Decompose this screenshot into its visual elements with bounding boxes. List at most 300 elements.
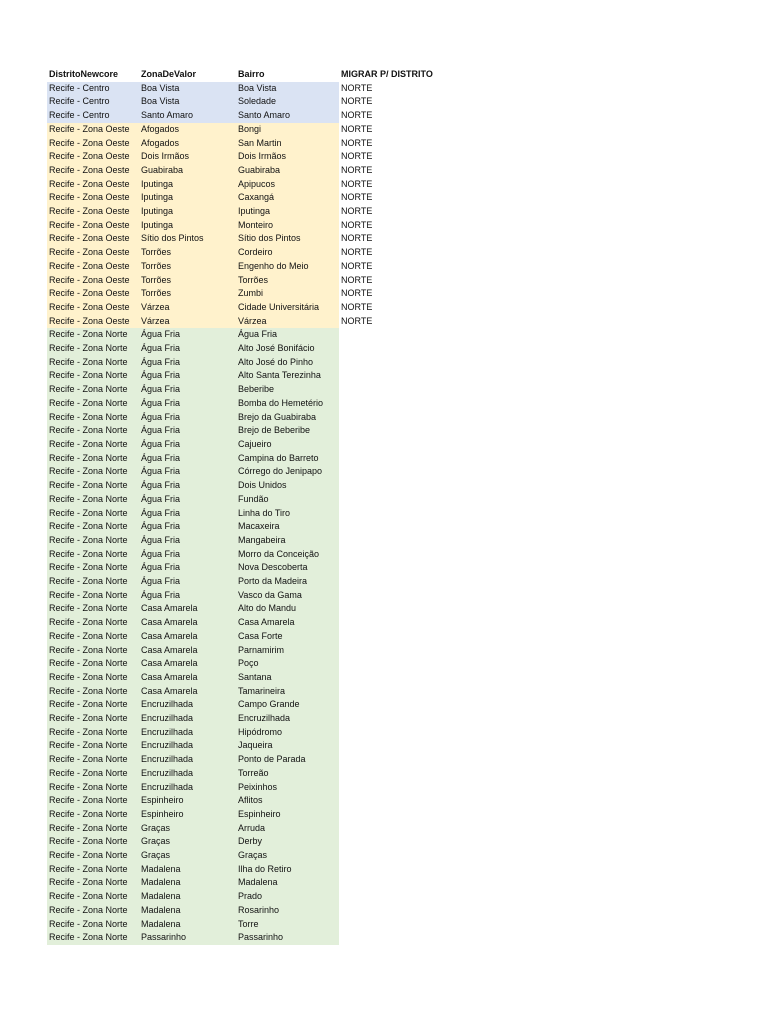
cell-bairro[interactable]: Ilha do Retiro — [236, 863, 339, 877]
cell-zona[interactable]: Água Fria — [139, 424, 236, 438]
cell-distrito[interactable]: Recife - Zona Norte — [47, 369, 139, 383]
cell-distrito[interactable]: Recife - Zona Norte — [47, 411, 139, 425]
cell-bairro[interactable]: Torrões — [236, 274, 339, 288]
table-row — [47, 753, 439, 767]
cell-migrar[interactable] — [339, 520, 439, 534]
cell-bairro[interactable]: Campo Grande — [236, 698, 339, 712]
cell-bairro[interactable]: Graças — [236, 849, 339, 863]
cell-distrito[interactable]: Recife - Centro — [47, 82, 139, 96]
cell-bairro[interactable]: Córrego do Jenipapo — [236, 465, 339, 479]
table-row — [47, 575, 439, 589]
cell-distrito[interactable]: Recife - Zona Norte — [47, 438, 139, 452]
cell-bairro[interactable]: Cordeiro — [236, 246, 339, 260]
cell-bairro[interactable]: Peixinhos — [236, 781, 339, 795]
table-row — [47, 616, 439, 630]
cell-zona[interactable]: Água Fria — [139, 493, 236, 507]
cell-migrar[interactable] — [339, 685, 439, 699]
cell-bairro[interactable]: Tamarineira — [236, 685, 339, 699]
table-row — [47, 726, 439, 740]
cell-zona[interactable]: Água Fria — [139, 479, 236, 493]
header-distrito[interactable]: DistritoNewcore — [49, 69, 119, 79]
cell-migrar[interactable]: NORTE — [341, 274, 373, 285]
cell-distrito[interactable]: Recife - Zona Norte — [47, 849, 139, 863]
table-row — [47, 342, 439, 356]
cell-zona[interactable]: Torrões — [139, 287, 236, 301]
table-row — [47, 712, 439, 726]
table-row — [47, 123, 439, 137]
cell-zona[interactable]: Espinheiro — [139, 794, 236, 808]
cell-migrar[interactable] — [339, 781, 439, 795]
cell-zona[interactable]: Madalena — [139, 904, 236, 918]
cell-migrar[interactable] — [339, 534, 439, 548]
cell-distrito[interactable]: Recife - Zona Norte — [47, 548, 139, 562]
cell-distrito[interactable]: Recife - Zona Oeste — [47, 164, 139, 178]
cell-bairro[interactable]: Torre — [236, 918, 339, 932]
table-row — [47, 82, 439, 96]
cell-zona[interactable]: Afogados — [139, 123, 236, 137]
cell-migrar[interactable] — [339, 630, 439, 644]
cell-zona[interactable]: Torrões — [139, 274, 236, 288]
cell-distrito[interactable]: Recife - Zona Norte — [47, 507, 139, 521]
table-row — [47, 876, 439, 890]
cell-migrar[interactable]: NORTE — [341, 151, 373, 162]
cell-zona[interactable]: Casa Amarela — [139, 644, 236, 658]
cell-distrito[interactable]: Recife - Zona Oeste — [47, 315, 139, 329]
cell-bairro[interactable]: Arruda — [236, 822, 339, 836]
cell-bairro[interactable]: Monteiro — [236, 219, 339, 233]
cell-bairro[interactable]: Várzea — [236, 315, 339, 329]
cell-distrito[interactable]: Recife - Zona Norte — [47, 781, 139, 795]
cell-bairro[interactable]: Guabiraba — [236, 164, 339, 178]
table-row — [47, 356, 439, 370]
cell-zona[interactable]: Guabiraba — [139, 164, 236, 178]
cell-bairro[interactable]: Jaqueira — [236, 739, 339, 753]
cell-migrar[interactable] — [339, 397, 439, 411]
table-row — [47, 150, 439, 164]
cell-bairro[interactable]: Bongi — [236, 123, 339, 137]
cell-bairro[interactable]: Vasco da Gama — [236, 589, 339, 603]
cell-zona[interactable]: Madalena — [139, 918, 236, 932]
cell-distrito[interactable]: Recife - Zona Oeste — [47, 301, 139, 315]
cell-zona[interactable]: Iputinga — [139, 191, 236, 205]
cell-migrar[interactable] — [339, 835, 439, 849]
cell-migrar[interactable]: NORTE — [341, 206, 373, 217]
cell-migrar[interactable]: NORTE — [341, 82, 373, 93]
cell-distrito[interactable]: Recife - Zona Norte — [47, 918, 139, 932]
cell-distrito[interactable]: Recife - Centro — [47, 95, 139, 109]
cell-migrar[interactable] — [339, 369, 439, 383]
cell-migrar[interactable]: NORTE — [341, 137, 373, 148]
cell-bairro[interactable]: Cajueiro — [236, 438, 339, 452]
cell-zona[interactable]: Água Fria — [139, 411, 236, 425]
cell-distrito[interactable]: Recife - Zona Oeste — [47, 246, 139, 260]
cell-zona[interactable]: Santo Amaro — [139, 109, 236, 123]
cell-zona[interactable]: Torrões — [139, 260, 236, 274]
cell-distrito[interactable]: Recife - Zona Norte — [47, 739, 139, 753]
table-row — [47, 191, 439, 205]
cell-migrar[interactable] — [339, 438, 439, 452]
cell-bairro[interactable]: Fundão — [236, 493, 339, 507]
cell-distrito[interactable]: Recife - Zona Norte — [47, 356, 139, 370]
cell-bairro[interactable]: Bomba do Hemetério — [236, 397, 339, 411]
cell-distrito[interactable]: Recife - Zona Norte — [47, 863, 139, 877]
cell-bairro[interactable]: Nova Descoberta — [236, 561, 339, 575]
cell-bairro[interactable]: Brejo da Guabiraba — [236, 411, 339, 425]
cell-distrito[interactable]: Recife - Zona Norte — [47, 465, 139, 479]
cell-migrar[interactable] — [339, 561, 439, 575]
table-row — [47, 164, 439, 178]
cell-zona[interactable]: Água Fria — [139, 561, 236, 575]
cell-distrito[interactable]: Recife - Zona Norte — [47, 383, 139, 397]
cell-bairro[interactable]: Dois Irmãos — [236, 150, 339, 164]
cell-bairro[interactable]: Alto José Bonifácio — [236, 342, 339, 356]
cell-zona[interactable]: Encruzilhada — [139, 753, 236, 767]
cell-zona[interactable]: Água Fria — [139, 356, 236, 370]
table-row — [47, 630, 439, 644]
cell-distrito[interactable]: Recife - Zona Norte — [47, 726, 139, 740]
cell-bairro[interactable]: Hipódromo — [236, 726, 339, 740]
cell-zona[interactable]: Madalena — [139, 890, 236, 904]
cell-migrar[interactable] — [339, 753, 439, 767]
cell-bairro[interactable]: Alto José do Pinho — [236, 356, 339, 370]
cell-migrar[interactable] — [339, 589, 439, 603]
table-row — [47, 507, 439, 521]
cell-distrito[interactable]: Recife - Zona Norte — [47, 931, 139, 945]
table-row — [47, 657, 439, 671]
cell-zona[interactable]: Água Fria — [139, 342, 236, 356]
cell-migrar[interactable] — [339, 493, 439, 507]
cell-distrito[interactable]: Recife - Zona Oeste — [47, 123, 139, 137]
cell-migrar[interactable]: NORTE — [341, 315, 373, 326]
cell-distrito[interactable]: Recife - Zona Norte — [47, 424, 139, 438]
cell-migrar[interactable] — [339, 342, 439, 356]
cell-bairro[interactable]: Ponto de Parada — [236, 753, 339, 767]
cell-zona[interactable]: Casa Amarela — [139, 685, 236, 699]
cell-migrar[interactable] — [339, 822, 439, 836]
cell-zona[interactable]: Encruzilhada — [139, 767, 236, 781]
cell-bairro[interactable]: Rosarinho — [236, 904, 339, 918]
cell-distrito[interactable]: Recife - Zona Norte — [47, 575, 139, 589]
cell-migrar[interactable]: NORTE — [341, 164, 373, 175]
cell-bairro[interactable]: Boa Vista — [236, 82, 339, 96]
cell-zona[interactable]: Encruzilhada — [139, 726, 236, 740]
cell-migrar[interactable] — [339, 726, 439, 740]
cell-bairro[interactable]: Alto Santa Terezinha — [236, 369, 339, 383]
cell-migrar[interactable] — [339, 794, 439, 808]
cell-migrar[interactable]: NORTE — [341, 260, 373, 271]
cell-migrar[interactable] — [339, 671, 439, 685]
cell-distrito[interactable]: Recife - Zona Oeste — [47, 287, 139, 301]
table-row — [47, 671, 439, 685]
cell-distrito[interactable]: Recife - Zona Norte — [47, 561, 139, 575]
table-row — [47, 383, 439, 397]
cell-distrito[interactable]: Recife - Zona Norte — [47, 822, 139, 836]
cell-bairro[interactable]: Casa Amarela — [236, 616, 339, 630]
cell-bairro[interactable]: Água Fria — [236, 328, 339, 342]
cell-distrito[interactable]: Recife - Zona Norte — [47, 397, 139, 411]
cell-distrito[interactable]: Recife - Zona Norte — [47, 630, 139, 644]
cell-bairro[interactable]: Linha do Tiro — [236, 507, 339, 521]
cell-migrar[interactable] — [339, 479, 439, 493]
cell-distrito[interactable]: Recife - Zona Norte — [47, 534, 139, 548]
table-row — [47, 493, 439, 507]
cell-migrar[interactable]: NORTE — [341, 110, 373, 121]
cell-migrar[interactable] — [339, 507, 439, 521]
table-row — [47, 561, 439, 575]
cell-bairro[interactable]: Caxangá — [236, 191, 339, 205]
cell-migrar[interactable] — [339, 356, 439, 370]
cell-distrito[interactable]: Recife - Zona Norte — [47, 794, 139, 808]
cell-migrar[interactable]: NORTE — [341, 178, 373, 189]
cell-migrar[interactable] — [339, 698, 439, 712]
cell-bairro[interactable]: Derby — [236, 835, 339, 849]
cell-zona[interactable]: Graças — [139, 849, 236, 863]
cell-bairro[interactable]: Beberibe — [236, 383, 339, 397]
table-row — [47, 822, 439, 836]
cell-migrar[interactable] — [339, 602, 439, 616]
cell-migrar[interactable]: NORTE — [341, 219, 373, 230]
cell-migrar[interactable] — [339, 876, 439, 890]
cell-zona[interactable]: Boa Vista — [139, 95, 236, 109]
cell-migrar[interactable] — [339, 465, 439, 479]
cell-distrito[interactable]: Recife - Zona Norte — [47, 589, 139, 603]
cell-distrito[interactable]: Recife - Zona Norte — [47, 616, 139, 630]
cell-zona[interactable]: Dois Irmãos — [139, 150, 236, 164]
cell-bairro[interactable]: Madalena — [236, 876, 339, 890]
cell-zona[interactable]: Iputinga — [139, 178, 236, 192]
cell-migrar[interactable] — [339, 739, 439, 753]
table-row — [47, 232, 439, 246]
table-row — [47, 904, 439, 918]
table-row — [47, 808, 439, 822]
cell-migrar[interactable]: NORTE — [341, 96, 373, 107]
cell-zona[interactable]: Afogados — [139, 137, 236, 151]
table-row — [47, 849, 439, 863]
cell-bairro[interactable]: Engenho do Meio — [236, 260, 339, 274]
cell-zona[interactable]: Várzea — [139, 315, 236, 329]
cell-zona[interactable]: Madalena — [139, 876, 236, 890]
cell-distrito[interactable]: Recife - Zona Norte — [47, 644, 139, 658]
cell-migrar[interactable] — [339, 904, 439, 918]
header-bairro[interactable]: Bairro — [238, 69, 265, 79]
table-row — [47, 137, 439, 151]
cell-bairro[interactable]: Espinheiro — [236, 808, 339, 822]
cell-zona[interactable]: Água Fria — [139, 589, 236, 603]
cell-zona[interactable]: Torrões — [139, 246, 236, 260]
cell-distrito[interactable]: Recife - Zona Norte — [47, 890, 139, 904]
header-zona[interactable]: ZonaDeValor — [141, 69, 197, 79]
cell-distrito[interactable]: Recife - Zona Norte — [47, 808, 139, 822]
cell-bairro[interactable]: Campina do Barreto — [236, 452, 339, 466]
cell-distrito[interactable]: Recife - Zona Norte — [47, 520, 139, 534]
cell-distrito[interactable]: Recife - Zona Oeste — [47, 191, 139, 205]
table-row — [47, 397, 439, 411]
cell-bairro[interactable]: Iputinga — [236, 205, 339, 219]
cell-migrar[interactable] — [339, 616, 439, 630]
table-row — [47, 835, 439, 849]
cell-bairro[interactable]: Passarinho — [236, 931, 339, 945]
cell-migrar[interactable]: NORTE — [341, 192, 373, 203]
cell-zona[interactable]: Sítio dos Pintos — [139, 232, 236, 246]
cell-migrar[interactable] — [339, 890, 439, 904]
cell-migrar[interactable] — [339, 548, 439, 562]
cell-zona[interactable]: Graças — [139, 822, 236, 836]
cell-bairro[interactable]: Encruzilhada — [236, 712, 339, 726]
cell-migrar[interactable] — [339, 411, 439, 425]
cell-bairro[interactable]: Parnamirim — [236, 644, 339, 658]
cell-migrar[interactable] — [339, 918, 439, 932]
cell-distrito[interactable]: Recife - Zona Oeste — [47, 178, 139, 192]
cell-migrar[interactable] — [339, 644, 439, 658]
cell-zona[interactable]: Casa Amarela — [139, 671, 236, 685]
cell-zona[interactable]: Madalena — [139, 863, 236, 877]
cell-bairro[interactable]: Santo Amaro — [236, 109, 339, 123]
cell-zona[interactable]: Graças — [139, 835, 236, 849]
cell-zona[interactable]: Espinheiro — [139, 808, 236, 822]
cell-zona[interactable]: Casa Amarela — [139, 630, 236, 644]
cell-migrar[interactable] — [339, 575, 439, 589]
cell-bairro[interactable]: Mangabeira — [236, 534, 339, 548]
cell-distrito[interactable]: Recife - Zona Norte — [47, 602, 139, 616]
cell-distrito[interactable]: Recife - Zona Norte — [47, 685, 139, 699]
cell-distrito[interactable]: Recife - Zona Norte — [47, 767, 139, 781]
cell-distrito[interactable]: Recife - Zona Norte — [47, 479, 139, 493]
cell-zona[interactable]: Água Fria — [139, 520, 236, 534]
cell-distrito[interactable]: Recife - Zona Norte — [47, 753, 139, 767]
table-row — [47, 931, 439, 945]
cell-distrito[interactable]: Recife - Zona Norte — [47, 452, 139, 466]
table-row — [47, 301, 439, 315]
cell-bairro[interactable]: San Martin — [236, 137, 339, 151]
cell-distrito[interactable]: Recife - Zona Norte — [47, 493, 139, 507]
cell-zona[interactable]: Encruzilhada — [139, 698, 236, 712]
table-row — [47, 246, 439, 260]
cell-bairro[interactable]: Zumbi — [236, 287, 339, 301]
cell-bairro[interactable]: Morro da Conceição — [236, 548, 339, 562]
cell-bairro[interactable]: Apipucos — [236, 178, 339, 192]
cell-migrar[interactable] — [339, 931, 439, 945]
cell-distrito[interactable]: Recife - Zona Norte — [47, 328, 139, 342]
cell-migrar[interactable] — [339, 863, 439, 877]
cell-zona[interactable]: Água Fria — [139, 575, 236, 589]
cell-bairro[interactable]: Santana — [236, 671, 339, 685]
cell-bairro[interactable]: Casa Forte — [236, 630, 339, 644]
cell-migrar[interactable] — [339, 849, 439, 863]
cell-distrito[interactable]: Recife - Zona Oeste — [47, 260, 139, 274]
cell-bairro[interactable]: Dois Unidos — [236, 479, 339, 493]
cell-zona[interactable]: Encruzilhada — [139, 712, 236, 726]
cell-zona[interactable]: Várzea — [139, 301, 236, 315]
table-row — [47, 95, 439, 109]
cell-zona[interactable]: Iputinga — [139, 219, 236, 233]
cell-zona[interactable]: Casa Amarela — [139, 657, 236, 671]
cell-zona[interactable]: Água Fria — [139, 534, 236, 548]
cell-bairro[interactable]: Macaxeira — [236, 520, 339, 534]
district-table — [47, 68, 439, 945]
table-row — [47, 739, 439, 753]
cell-distrito[interactable]: Recife - Zona Oeste — [47, 219, 139, 233]
cell-zona[interactable]: Água Fria — [139, 328, 236, 342]
cell-migrar[interactable] — [339, 424, 439, 438]
cell-distrito[interactable]: Recife - Zona Norte — [47, 876, 139, 890]
cell-bairro[interactable]: Torreão — [236, 767, 339, 781]
table-row — [47, 698, 439, 712]
cell-zona[interactable]: Casa Amarela — [139, 602, 236, 616]
cell-bairro[interactable]: Soledade — [236, 95, 339, 109]
cell-zona[interactable]: Iputinga — [139, 205, 236, 219]
cell-distrito[interactable]: Recife - Zona Oeste — [47, 137, 139, 151]
cell-bairro[interactable]: Cidade Universitária — [236, 301, 339, 315]
cell-distrito[interactable]: Recife - Zona Oeste — [47, 274, 139, 288]
cell-zona[interactable]: Água Fria — [139, 548, 236, 562]
cell-bairro[interactable]: Porto da Madeira — [236, 575, 339, 589]
cell-distrito[interactable]: Recife - Zona Norte — [47, 712, 139, 726]
cell-zona[interactable]: Água Fria — [139, 452, 236, 466]
cell-migrar[interactable] — [339, 328, 439, 342]
table-row — [47, 109, 439, 123]
cell-zona[interactable]: Água Fria — [139, 507, 236, 521]
cell-migrar[interactable]: NORTE — [341, 233, 373, 244]
cell-distrito[interactable]: Recife - Zona Oeste — [47, 150, 139, 164]
cell-bairro[interactable]: Poço — [236, 657, 339, 671]
cell-migrar[interactable]: NORTE — [341, 247, 373, 258]
cell-zona[interactable]: Água Fria — [139, 397, 236, 411]
cell-distrito[interactable]: Recife - Centro — [47, 109, 139, 123]
cell-zona[interactable]: Casa Amarela — [139, 616, 236, 630]
cell-bairro[interactable]: Prado — [236, 890, 339, 904]
cell-zona[interactable]: Água Fria — [139, 383, 236, 397]
cell-migrar[interactable]: NORTE — [341, 301, 373, 312]
cell-bairro[interactable]: Brejo de Beberibe — [236, 424, 339, 438]
cell-bairro[interactable]: Aflitos — [236, 794, 339, 808]
cell-migrar[interactable] — [339, 712, 439, 726]
cell-migrar[interactable] — [339, 657, 439, 671]
cell-zona[interactable]: Encruzilhada — [139, 739, 236, 753]
cell-distrito[interactable]: Recife - Zona Oeste — [47, 232, 139, 246]
cell-distrito[interactable]: Recife - Zona Norte — [47, 835, 139, 849]
cell-distrito[interactable]: Recife - Zona Norte — [47, 904, 139, 918]
cell-migrar[interactable]: NORTE — [341, 123, 373, 134]
cell-distrito[interactable]: Recife - Zona Norte — [47, 671, 139, 685]
cell-zona[interactable]: Boa Vista — [139, 82, 236, 96]
cell-distrito[interactable]: Recife - Zona Norte — [47, 698, 139, 712]
table-row — [47, 685, 439, 699]
cell-zona[interactable]: Água Fria — [139, 369, 236, 383]
table-row — [47, 794, 439, 808]
cell-migrar[interactable]: NORTE — [341, 288, 373, 299]
cell-distrito[interactable]: Recife - Zona Norte — [47, 657, 139, 671]
table-row — [47, 205, 439, 219]
cell-migrar[interactable] — [339, 383, 439, 397]
table-row — [47, 534, 439, 548]
cell-zona[interactable]: Água Fria — [139, 465, 236, 479]
cell-bairro[interactable]: Sítio dos Pintos — [236, 232, 339, 246]
table-row — [47, 644, 439, 658]
header-migrar[interactable]: MIGRAR P/ DISTRITO — [341, 69, 433, 79]
cell-distrito[interactable]: Recife - Zona Oeste — [47, 205, 139, 219]
cell-distrito[interactable]: Recife - Zona Norte — [47, 342, 139, 356]
cell-zona[interactable]: Água Fria — [139, 438, 236, 452]
cell-migrar[interactable] — [339, 808, 439, 822]
table-row — [47, 274, 439, 288]
cell-migrar[interactable] — [339, 767, 439, 781]
cell-zona[interactable]: Passarinho — [139, 931, 236, 945]
table-row — [47, 424, 439, 438]
cell-bairro[interactable]: Alto do Mandu — [236, 602, 339, 616]
table-row — [47, 589, 439, 603]
cell-migrar[interactable] — [339, 452, 439, 466]
cell-zona[interactable]: Encruzilhada — [139, 781, 236, 795]
